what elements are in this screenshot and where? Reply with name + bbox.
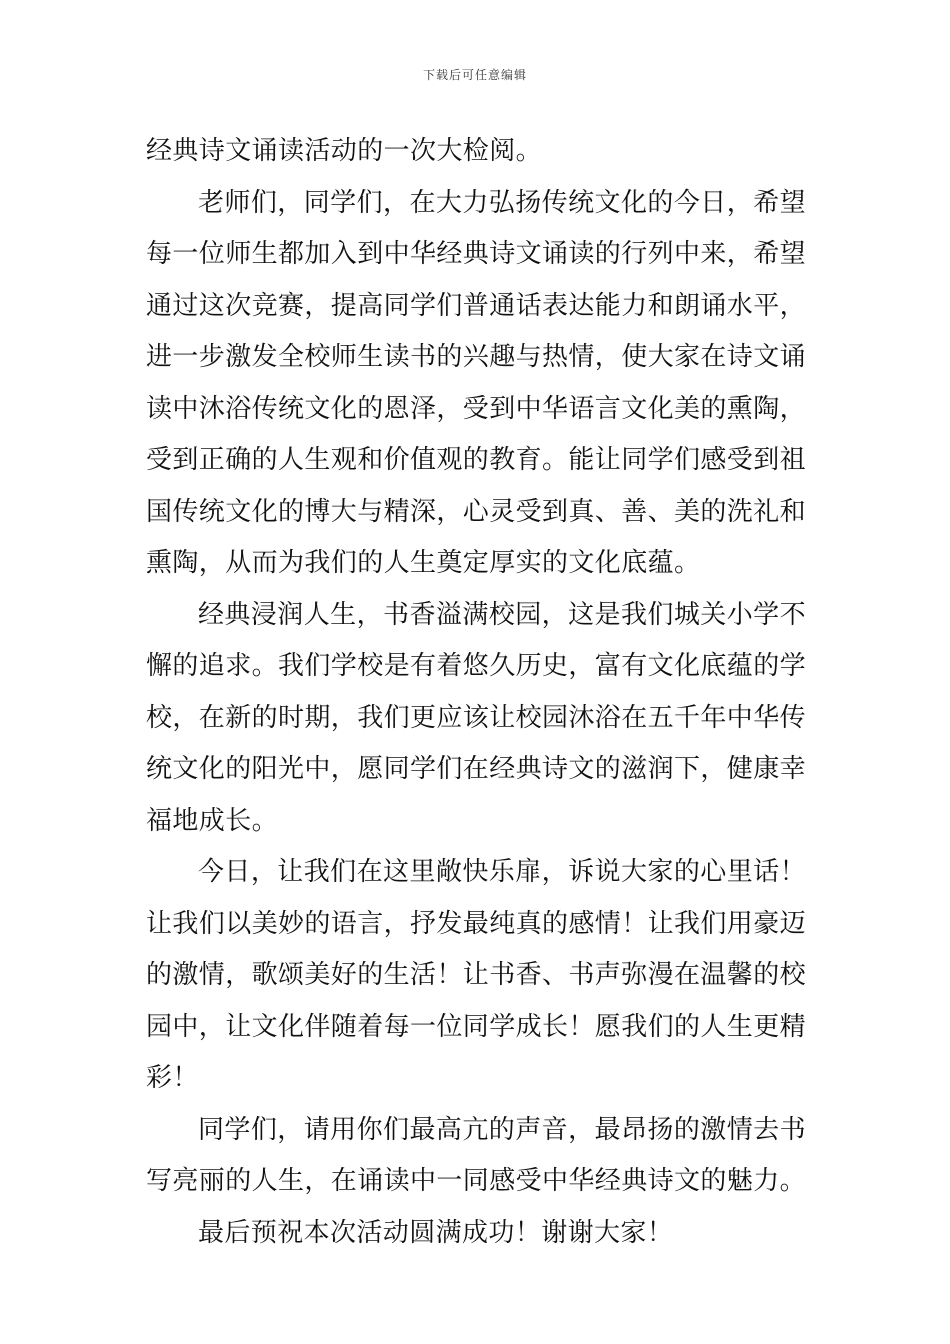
paragraph-1: 经典诗文诵读活动的一次大检阅。 xyxy=(146,136,543,166)
paragraph-4: 今日，让我们在这里敞快乐扉，诉说大家的心里话！让我们以美妙的语言，抒发最纯真的感情！让我们用豪迈的激情，歌颂美好的生活！让书香、书声弥漫在温馨的校园中，让文化伴随着每一位同学成长！愿我们的人生更精彩！ xyxy=(146,857,807,1093)
paragraph-5: 同学们，请用你们最高亢的声音，最昂扬的激情去书写亮丽的人生，在诵读中一同感受中华经典诗文的魅力。 xyxy=(146,1114,807,1196)
document-body xyxy=(146,126,806,1259)
paragraph-6: 最后预祝本次活动圆满成功！谢谢大家！ xyxy=(198,1217,674,1248)
paragraph-2: 老师们，同学们，在大力弘扬传统文化的今日，希望每一位师生都加入到中华经典诗文诵读的行列中来，希望通过这次竞赛，提高同学们普通话表达能力和朗诵水平，进一步激发全校师生读书的兴趣与热情，使大家在诗文诵读中沐浴传统文化的恩泽，受到中华语言文化美的熏陶，受到正确的人生观和价值观的教育。能让同学们感受到祖国传统文化的博大与精深，心灵受到真、善、美的洗礼和熏陶，从而为我们的人生奠定厚实的文化底蕴。 xyxy=(146,187,807,578)
page-header: 下载后可任意编辑 xyxy=(422,68,527,82)
paragraph-3: 经典浸润人生，书香溢满校园，这是我们城关小学不懈的追求。我们学校是有着悠久历史，富有文化底蕴的学校，在新的时期，我们更应该让校园沐浴在五千年中华传统文化的阳光中，愿同学们在经典诗文的滋润下，健康幸福地成长。 xyxy=(146,599,807,836)
